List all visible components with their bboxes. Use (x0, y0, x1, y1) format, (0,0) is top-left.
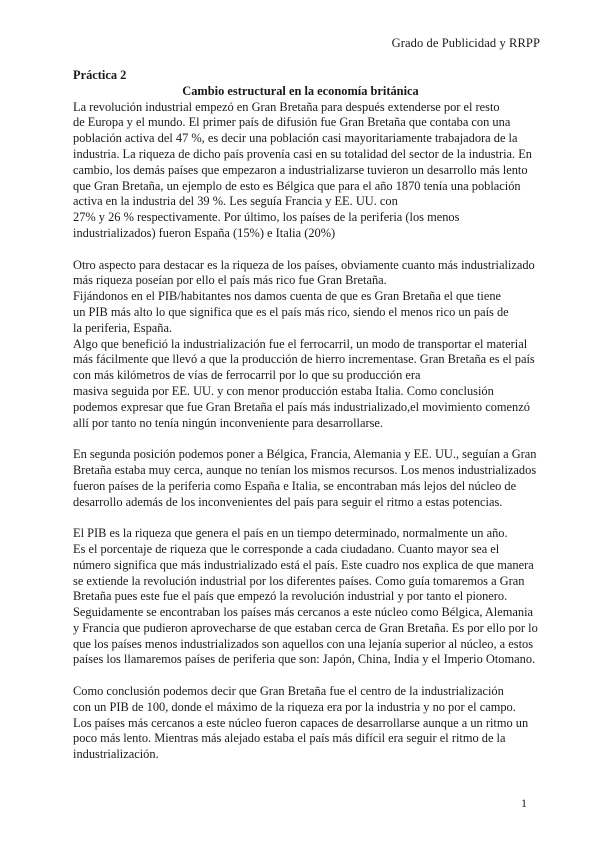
paragraph-line: podemos expresar que fue Gran Bretaña el país más industrializado,el movimiento comenzó (73, 399, 530, 414)
paragraph-line: industrialización. (73, 747, 159, 762)
paragraph-line: más fácilmente que llevó a que la producción de hierro incrementase. Gran Bretaña es el país (73, 352, 535, 367)
paragraph-line: se extiende la revolución industrial por los diferentes países. Como guía tomaremos a Gran (73, 573, 525, 588)
paragraph-line: con más kilómetros de vías de ferrocarril por lo que su producción era (73, 368, 421, 383)
paragraph (73, 257, 535, 432)
document-title: Práctica 2 (73, 68, 127, 82)
paragraph-line: Bretaña estaba muy cerca, aunque no tenían los mismos recursos. Los menos industrializados (73, 462, 537, 477)
paragraph (73, 99, 532, 242)
paragraph (73, 447, 537, 510)
paragraph (73, 526, 538, 668)
paragraph-line: El PIB es la riqueza que genera el país en un tiempo determinado, normalmente un año. (73, 526, 508, 541)
paragraph-line: Algo que benefició la industrialización fue el ferrocarril, un modo de transportar el material (73, 336, 528, 351)
paragraph-line: fueron países de la periferia como España e Italia, se encontraban más lejos del núcleo de (73, 478, 517, 493)
paragraph-line: población activa del 47 %, es decir una población casi mayoritariamente trabajadora de la (73, 131, 518, 146)
paragraph-line: y Francia que pudieron aprovecharse de que estaban cerca de Gran Bretaña. Es por ello por lo (73, 620, 538, 635)
paragraph-line: la periferia, España. (73, 320, 173, 335)
paragraph-line: Bretaña pues este fue el país que empezó la revolución industrial y por tanto el pionero. (73, 589, 508, 604)
paragraph-line: que los países menos industrializados son aquellos con una lejanía superior al núcleo, a estos (73, 636, 534, 651)
page-number: 1 (521, 796, 527, 810)
paragraph-line: masiva seguida por EE. UU. y con menor producción estaba Italia. Como conclusión (73, 383, 494, 398)
paragraph-line: activa en la industria del 39 %. Les seguía Francia y EE. UU. con (73, 194, 398, 209)
paragraph-line: desarrollo además de los inconvenientes del país para seguir el ritmo a estas potencias. (73, 494, 503, 509)
paragraph-line: más riqueza poseían por ello el país más rico fue Gran Bretaña. (73, 273, 387, 288)
paragraph-line: número significa que más industrializado está el país. Este cuadro nos explica de que manera (73, 557, 534, 572)
paragraph-line: 27% y 26 % respectivamente. Por último, los países de la periferia (los menos (73, 210, 460, 225)
page-header: Grado de Publicidad y RRPP (391, 36, 540, 50)
paragraph-line: que Gran Bretaña, un ejemplo de esto es Bélgica que para el año 1870 tenía una población (73, 178, 521, 193)
paragraph-line: un PIB más alto lo que significa que es el país más rico, siendo el menos rico un país de (73, 304, 509, 319)
paragraph-line: allí por tanto no tenía ningún inconveniente para desarrollarse. (73, 415, 384, 430)
paragraph-line: Otro aspecto para destacar es la riqueza de los países, obviamente cuanto más industrializado (73, 257, 535, 272)
paragraph-line: cambio, los demás países que empezaron a industrializarse tuvieron un desarrollo más lento (73, 162, 528, 177)
paragraph-line: Como conclusión podemos decir que Gran Bretaña fue el centro de la industrialización (73, 684, 504, 699)
paragraph-line: de Europa y el mundo. El primer país de difusión fue Gran Bretaña que contaba con una (73, 115, 511, 130)
paragraph-line: La revolución industrial empezó en Gran Bretaña para después extenderse por el resto (73, 99, 500, 114)
paragraph-line: Seguidamente se encontraban los países más cercanos a este núcleo como Bélgica, Alemania (73, 605, 534, 620)
paragraph-line: En segunda posición podemos poner a Bélgica, Francia, Alemania y EE. UU., seguían a Gran (73, 447, 537, 462)
paragraph-line: países los llamaremos países de periferia que son: Japón, China, India y el Imperio Otomano. (73, 652, 536, 667)
paragraph-line: con un PIB de 100, donde el máximo de la riqueza era por la industria y no por el campo. (73, 699, 516, 714)
document-body (73, 68, 538, 779)
paragraph-line: industrializados) fueron España (15%) e Italia (20%) (73, 225, 336, 240)
document-subtitle: Cambio estructural en la economía británica (182, 83, 419, 98)
paragraph-line: Es el porcentaje de riqueza que le corresponde a cada ciudadano. Cuanto mayor sea el (73, 541, 500, 556)
paragraph-list (73, 99, 538, 763)
paragraph-line: poco más lento. Mientras más alejado estaba el país más difícil era seguir el ritmo de la (73, 731, 506, 746)
paragraph-line: Los países más cercanos a este núcleo fueron capaces de desarrollarse aunque a un ritmo un (73, 715, 529, 730)
paragraph (73, 684, 528, 763)
paragraph-line: industria. La riqueza de dicho país provenía casi en su totalidad del sector de la industria. En (73, 146, 532, 161)
paragraph-line: Fijándonos en el PIB/habitantes nos damos cuenta de que es Gran Bretaña el que tiene (73, 289, 502, 304)
